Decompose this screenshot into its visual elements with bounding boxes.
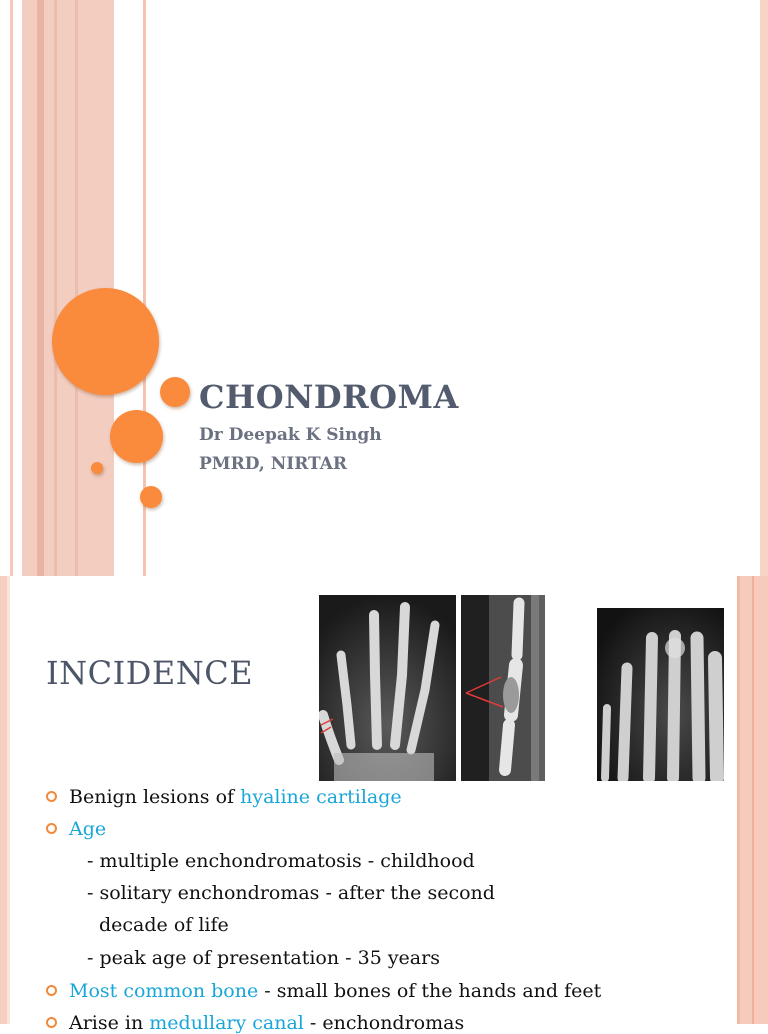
bullet-text: - enchondromas (303, 1012, 465, 1034)
decorative-circle (160, 377, 190, 407)
decorative-stripe (752, 576, 754, 1024)
bullet-marker (46, 823, 57, 834)
slide-heading: INCIDENCE (46, 654, 254, 692)
bullet-text: Arise in (69, 1012, 150, 1034)
decorative-stripe (37, 0, 44, 576)
decorative-stripe (737, 576, 740, 1024)
bullet-benign-lesions (69, 786, 402, 808)
bullet-marker (46, 1017, 57, 1028)
sub-item-solitary: - solitary enchondromas - after the second (87, 882, 495, 904)
bullet-text: - small bones of the hands and feet (258, 980, 602, 1002)
decorative-circle (140, 486, 162, 508)
decorative-stripe (760, 0, 768, 576)
bullet-text: Benign lesions of (69, 786, 241, 808)
decorative-circle (91, 462, 103, 474)
bullet-marker (46, 985, 57, 996)
highlight-text: Age (69, 818, 107, 840)
finger-mri-image (461, 595, 545, 781)
highlight-text: hyaline cartilage (240, 786, 402, 808)
sub-item-peak-age: - peak age of presentation - 35 years (87, 947, 440, 969)
foot-xray-image (597, 608, 724, 781)
bullet-most-common-bone (69, 980, 601, 1002)
decorative-stripe (54, 0, 57, 576)
author-name: Dr Deepak K Singh (199, 425, 382, 445)
hand-xray-image (319, 595, 456, 781)
slide-title: CHONDROMA (199, 378, 459, 416)
decorative-stripe (75, 0, 78, 576)
highlight-text: medullary canal (149, 1012, 304, 1034)
sub-item-multiple: - multiple enchondromatosis - childhood (87, 850, 475, 872)
decorative-circle (110, 410, 163, 463)
decorative-circle-large (52, 288, 159, 395)
affiliation: PMRD, NIRTAR (199, 454, 348, 474)
decorative-stripe (10, 0, 13, 576)
decorative-stripe (7, 576, 10, 1024)
decorative-stripe (740, 576, 768, 1024)
bullet-age (69, 818, 106, 840)
bullet-marker (46, 791, 57, 802)
sub-item-solitary-cont: decade of life (99, 914, 229, 936)
highlight-text: Most common bone (69, 980, 259, 1002)
bullet-medullary-canal (69, 1012, 464, 1034)
